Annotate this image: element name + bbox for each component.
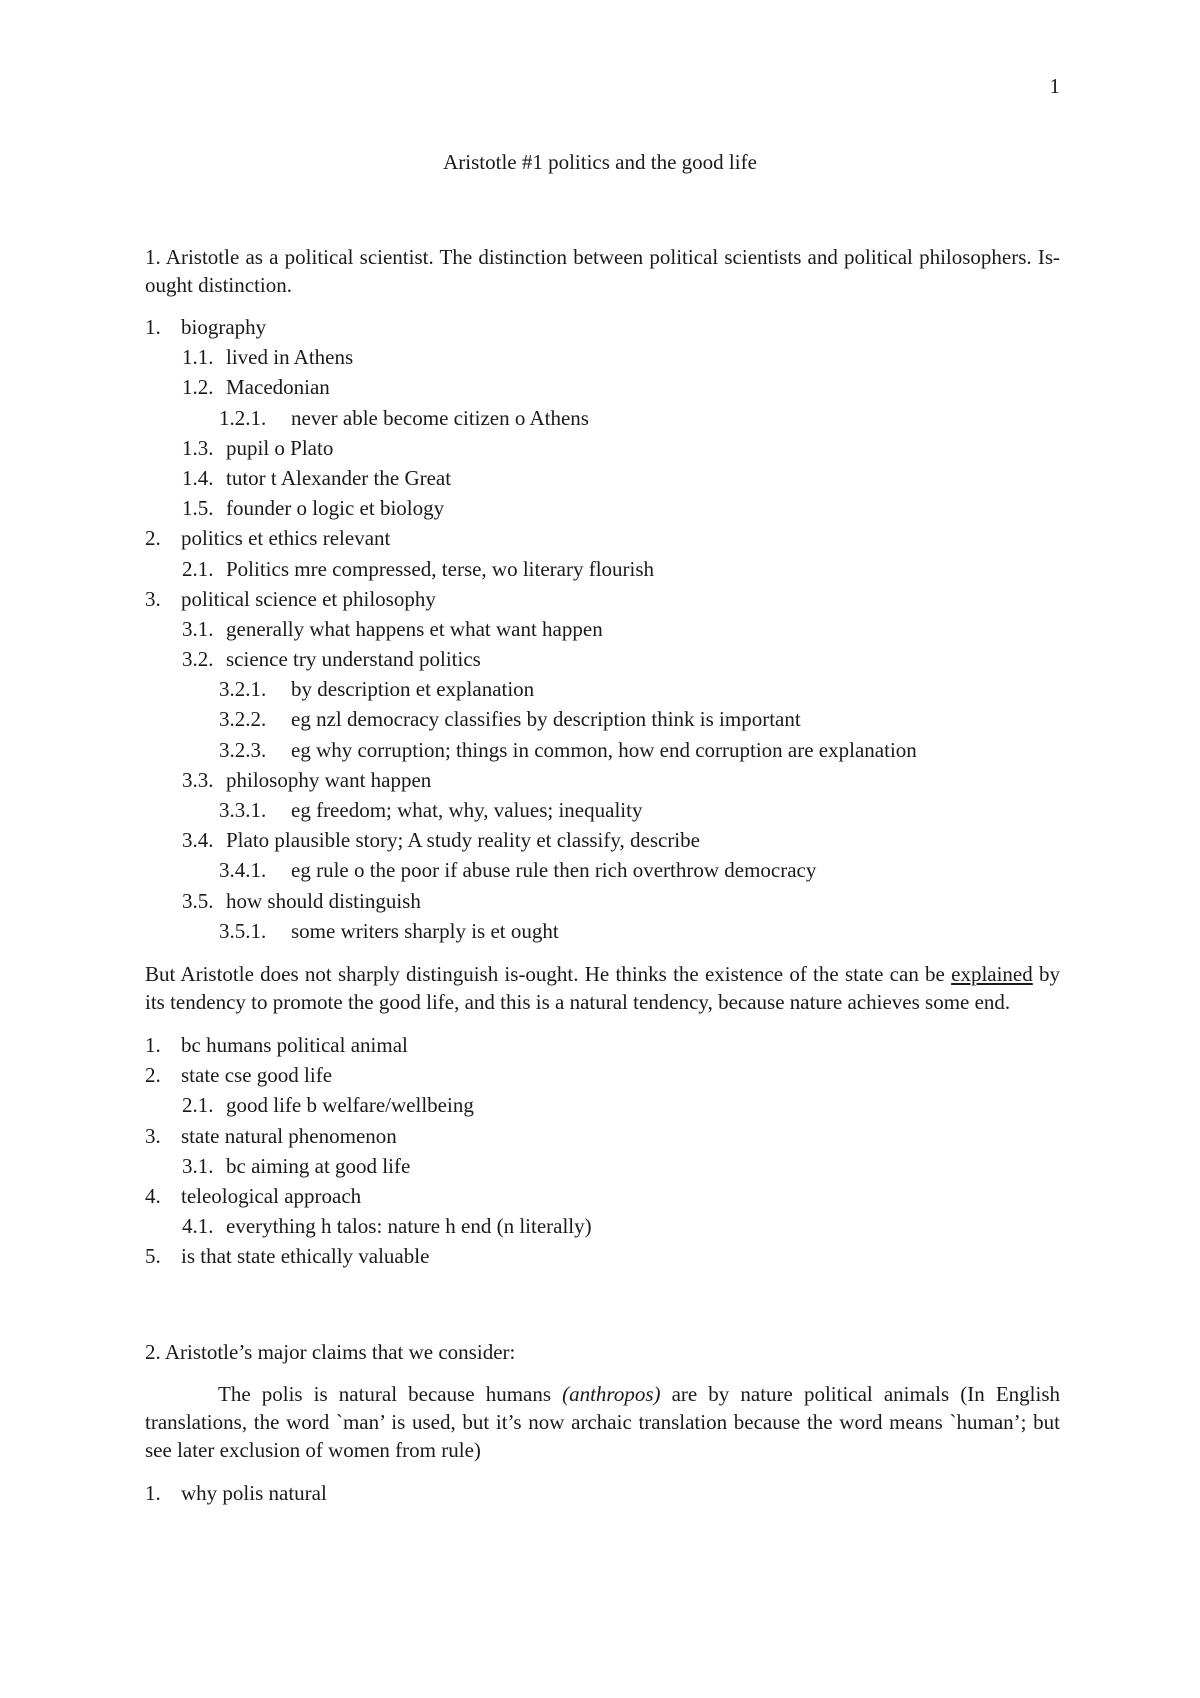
outline-item-number: 3.4.1.: [219, 858, 267, 883]
outline-item-text: Plato plausible story; A study reality et classify, describe: [226, 828, 700, 853]
outline-item-number: 1.3.: [182, 435, 214, 460]
outline-item: [145, 1030, 1060, 1060]
outline-item: [145, 674, 1060, 704]
outline-item: [145, 1060, 1060, 1090]
outline-item-number: 1.: [145, 1481, 161, 1506]
outline-item-number: 3.2.1.: [219, 677, 267, 702]
outline-item: [145, 1478, 1060, 1508]
outline-item: [145, 1090, 1060, 1120]
outline-item: [145, 1121, 1060, 1151]
outline-item-number: 1.2.: [182, 375, 214, 400]
outline-item: [145, 312, 1060, 342]
outline-item: [145, 795, 1060, 825]
outline-item-number: 3.3.1.: [219, 798, 267, 822]
outline-item-text: eg freedom; what, why, values; inequality: [291, 798, 643, 822]
outline-item-text: by description et explanation: [291, 677, 535, 702]
outline-item-text: Macedonian: [226, 375, 330, 400]
outline-item: [145, 886, 1060, 916]
outline-item: [145, 1211, 1060, 1241]
outline-item-number: 1.: [145, 1032, 161, 1057]
outline-item: [145, 916, 1060, 946]
outline-item-number: 1.: [145, 315, 161, 339]
outline-item-text: state natural phenomenon: [181, 1123, 397, 1148]
outline-item-text: good life b welfare/wellbeing: [226, 1093, 474, 1118]
outline-item-text: pupil o Plato: [226, 435, 334, 460]
outline-item: [145, 584, 1060, 614]
outline-item-text: bc humans political animal: [181, 1032, 408, 1057]
polis-paragraph: [145, 1380, 1060, 1464]
outline-item-number: 3.5.1.: [219, 918, 267, 943]
document-title: Aristotle #1 politics and the good life: [443, 150, 757, 174]
outline-item-text: political science et philosophy: [181, 586, 436, 611]
outline-item-number: 3.3.: [182, 767, 214, 792]
outline-item-text: tutor t Alexander the Great: [226, 465, 452, 490]
outline-item: [145, 855, 1060, 885]
outline-item-number: 4.: [145, 1183, 161, 1208]
section1-heading-paragraph: 1. Aristotle as a political scientist. The distinction between political scientists and political philosophers. Is-ought distinction.: [145, 245, 1060, 297]
outline-state-reasons: [145, 1030, 1060, 1272]
outline-item-text: never able become citizen o Athens: [291, 405, 589, 430]
outline-item: [145, 644, 1060, 674]
outline-item-number: 3.1.: [182, 1153, 214, 1178]
outline-item-number: 2.1.: [182, 1093, 214, 1118]
outline-item: [145, 1181, 1060, 1211]
document-body: [145, 243, 1060, 1509]
outline-item-text: bc aiming at good life: [226, 1153, 411, 1178]
outline-item-number: 5.: [145, 1244, 161, 1269]
outline-item-number: 1.2.1.: [219, 405, 267, 430]
outline-item-number: 3.: [145, 586, 161, 611]
page-number: 1: [1049, 74, 1060, 98]
outline-item: [145, 433, 1060, 463]
outline-item-text: lived in Athens: [226, 345, 354, 370]
outline-item-text: philosophy want happen: [226, 767, 432, 792]
outline-item-text: generally what happens et what want happen: [226, 616, 603, 641]
outline-item-number: 2.: [145, 526, 161, 551]
outline-item: [145, 735, 1060, 765]
polis-paragraph-text-1: The polis is natural because humans: [218, 1382, 563, 1407]
outline-item-text: politics et ethics relevant: [181, 526, 391, 551]
outline-item-number: 3.1.: [182, 616, 214, 641]
but-paragraph-text-2: by its tendency to promote the good life, and this is a natural tendency, because nature achieves some end.: [145, 961, 1061, 1014]
underlined-word-explained: explained: [951, 961, 1033, 986]
outline-item: [145, 342, 1060, 372]
but-paragraph-text-1: But Aristotle does not sharply distinguish is-ought. He thinks the existence of the state can be: [145, 961, 952, 986]
outline-item-number: 1.5.: [182, 496, 214, 521]
italic-anthropos: (anthropos): [562, 1382, 661, 1407]
outline-item: [145, 523, 1060, 553]
outline-item-number: 2.: [145, 1063, 161, 1088]
but-paragraph: [145, 960, 1060, 1016]
outline-item: [145, 493, 1060, 523]
outline-item-number: 3.5.: [182, 888, 214, 913]
outline-item-number: 1.4.: [182, 465, 214, 490]
outline-item-text: eg nzl democracy classifies by description think is important: [291, 707, 801, 732]
outline-item-number: 4.1.: [182, 1214, 214, 1239]
outline-item-text: everything h talos: nature h end (n literally): [226, 1214, 592, 1239]
outline-item: [145, 765, 1060, 795]
outline-item-text: founder o logic et biology: [226, 496, 445, 521]
outline-item-number: 3.2.2.: [219, 707, 267, 732]
outline-item: [145, 1151, 1060, 1181]
outline-item: [145, 1241, 1060, 1271]
outline-item-text: science try understand politics: [226, 647, 481, 672]
outline-item-number: 3.2.3.: [219, 737, 267, 762]
outline-item-text: eg rule o the poor if abuse rule then rich overthrow democracy: [291, 858, 817, 883]
outline-item-text: eg why corruption; things in common, how end corruption are explanation: [291, 737, 917, 762]
outline-section2: [145, 1478, 1060, 1508]
outline-item: [145, 372, 1060, 402]
outline-item-text: why polis natural: [181, 1481, 327, 1506]
outline-item-text: how should distinguish: [226, 888, 421, 913]
outline-item-number: 2.1.: [182, 556, 214, 581]
outline-item-text: some writers sharply is et ought: [291, 918, 559, 943]
outline-item: [145, 825, 1060, 855]
outline-item-text: is that state ethically valuable: [181, 1244, 430, 1269]
outline-item-text: biography: [181, 315, 267, 339]
outline-item: [145, 704, 1060, 734]
outline-item-text: state cse good life: [181, 1063, 333, 1088]
outline-item-number: 3.2.: [182, 647, 214, 672]
outline-item-number: 3.: [145, 1123, 161, 1148]
outline-item-number: 1.1.: [182, 345, 214, 370]
outline-item-number: 3.4.: [182, 828, 214, 853]
outline-item: [145, 403, 1060, 433]
polis-paragraph-text-2: are by nature political animals (In English translations, the word `man’ is used, but it’s now archaic translation because the word means `human’; but see later exclusion of women from rule): [145, 1382, 1060, 1463]
outline-item: [145, 463, 1060, 493]
outline-item: [145, 554, 1060, 584]
outline-item: [145, 614, 1060, 644]
outline-item-text: teleological approach: [181, 1183, 362, 1208]
outline-item-text: Politics mre compressed, terse, wo literary flourish: [226, 556, 655, 581]
outline-section1: [145, 312, 1060, 946]
section2-heading: 2. Aristotle’s major claims that we consider:: [145, 1340, 516, 1365]
